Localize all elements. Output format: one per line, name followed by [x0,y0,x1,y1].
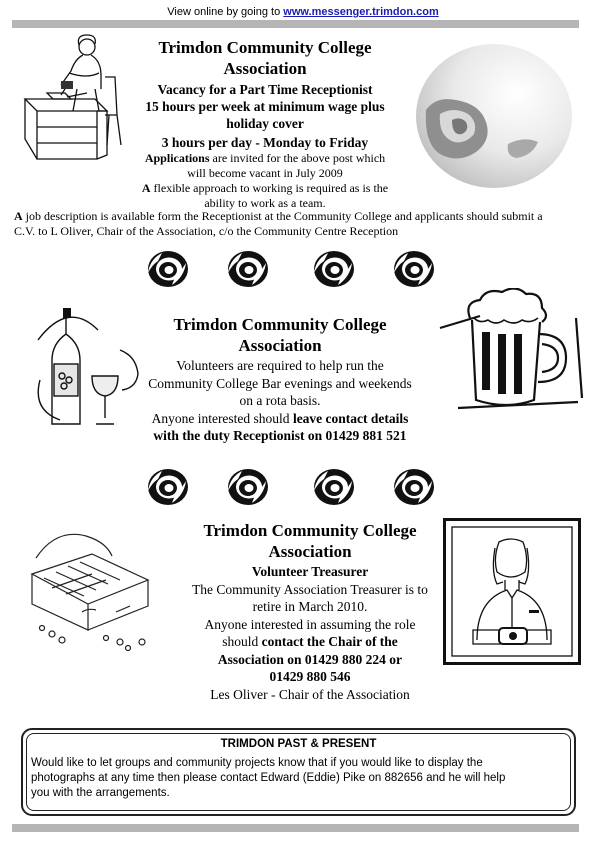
contact-details-line [140,410,420,428]
trimdon-past-present-notice [21,728,576,816]
notice-line3: you with the arrangements. [31,787,170,799]
office-worker-clipart-icon [17,33,135,168]
vacant-date-line: will become vacant in July 2009 [187,166,343,180]
applications-line [135,151,395,166]
treasurer-block [175,520,445,703]
swirl-divider-icon [146,467,190,507]
flexible-rest: flexible approach to working is required as is the [153,181,389,195]
treasurer-line1: The Community Association Treasurer is to [192,581,428,597]
view-online-text: View online by going to [167,6,281,18]
swirl-divider-icon [312,249,356,289]
applications-rest: are invited for the above post which [212,151,386,165]
bar-title-line2: Association [238,336,322,355]
treasurer-line5: Association on 01429 880 224 or [217,651,403,667]
treasurer-subtitle: Volunteer Treasurer [251,564,369,579]
job-description-paragraph [14,209,594,239]
swirl-divider-icon [226,249,270,289]
flexible-bold: A [141,181,151,195]
receptionist-title-line1: Trimdon Community College [158,38,372,57]
bottom-divider-bar [12,824,579,832]
swirl-divider-row-2 [0,467,606,513]
contact-details-normal: Anyone interested should [151,410,290,426]
top-divider-bar [12,20,579,28]
notice-line1: Would like to let groups and community projects know that if you would like to display the [31,757,483,769]
holiday-cover-line: holiday cover [226,116,304,131]
treasurer-title-line2: Association [268,542,352,561]
treasurer-line4-normal: should [222,634,259,649]
team-line: ability to work as a team. [204,196,326,210]
vacancy-line: Vacancy for a Part Time Receptionist [157,82,373,97]
notice-line2: photographs at any time then please contact Edward (Eddie) Pike on 882656 and he will help [31,772,506,784]
cash-box-clipart-icon [22,516,162,656]
swirl-divider-icon [392,467,436,507]
globe-clipart-icon [412,40,577,192]
receptionist-ad-block [135,37,395,211]
bar-evenings-line: Community College Bar evenings and weekends [148,375,412,391]
swirl-divider-icon [146,249,190,289]
days-line: 3 hours per day - Monday to Friday [161,135,369,150]
view-online-line [0,6,606,18]
contact-details-bold: leave contact details [292,410,409,426]
beer-mug-clipart-icon [438,288,588,418]
job-description-line1 [14,209,594,224]
swirl-divider-icon [312,467,356,507]
notice-title: TRIMDON PAST & PRESENT [220,738,377,750]
bar-volunteers-block [140,314,420,445]
treasurer-signoff: Les Oliver - Chair of the Association [210,686,410,702]
job-description-rest: job description is available form the Receptionist at the Community College and applicants should submit a [25,209,543,223]
website-link[interactable]: www.messenger.trimdon.com [283,6,439,18]
job-description-bold: A [14,209,23,223]
treasurer-line6: 01429 880 546 [269,669,351,684]
hours-line: 15 hours per week at minimum wage plus [145,99,385,114]
rota-line: on a rota basis. [239,393,321,408]
receptionist-clipart-icon [443,518,581,665]
swirl-divider-icon [226,467,270,507]
volunteers-required-line: Volunteers are required to help run the [176,358,384,373]
receptionist-title-line2: Association [223,59,307,78]
swirl-divider-icon [392,249,436,289]
wine-bottle-clipart-icon [36,300,146,440]
treasurer-title-line1: Trimdon Community College [203,521,417,540]
applications-bold: Applications [144,151,210,165]
flexible-line [135,181,395,196]
notice-body [31,756,571,801]
bar-title-line1: Trimdon Community College [173,315,387,334]
treasurer-line4-bold: contact the Chair of the [261,634,398,649]
duty-receptionist-line: with the duty Receptionist on 01429 881 521 [153,428,407,443]
treasurer-line4 [175,633,445,651]
treasurer-line3: Anyone interested in assuming the role [204,616,416,632]
treasurer-line2: retire in March 2010. [252,599,368,614]
job-description-line2: C.V. to L Oliver, Chair of the Association, c/o the Community Centre Reception [14,224,399,238]
